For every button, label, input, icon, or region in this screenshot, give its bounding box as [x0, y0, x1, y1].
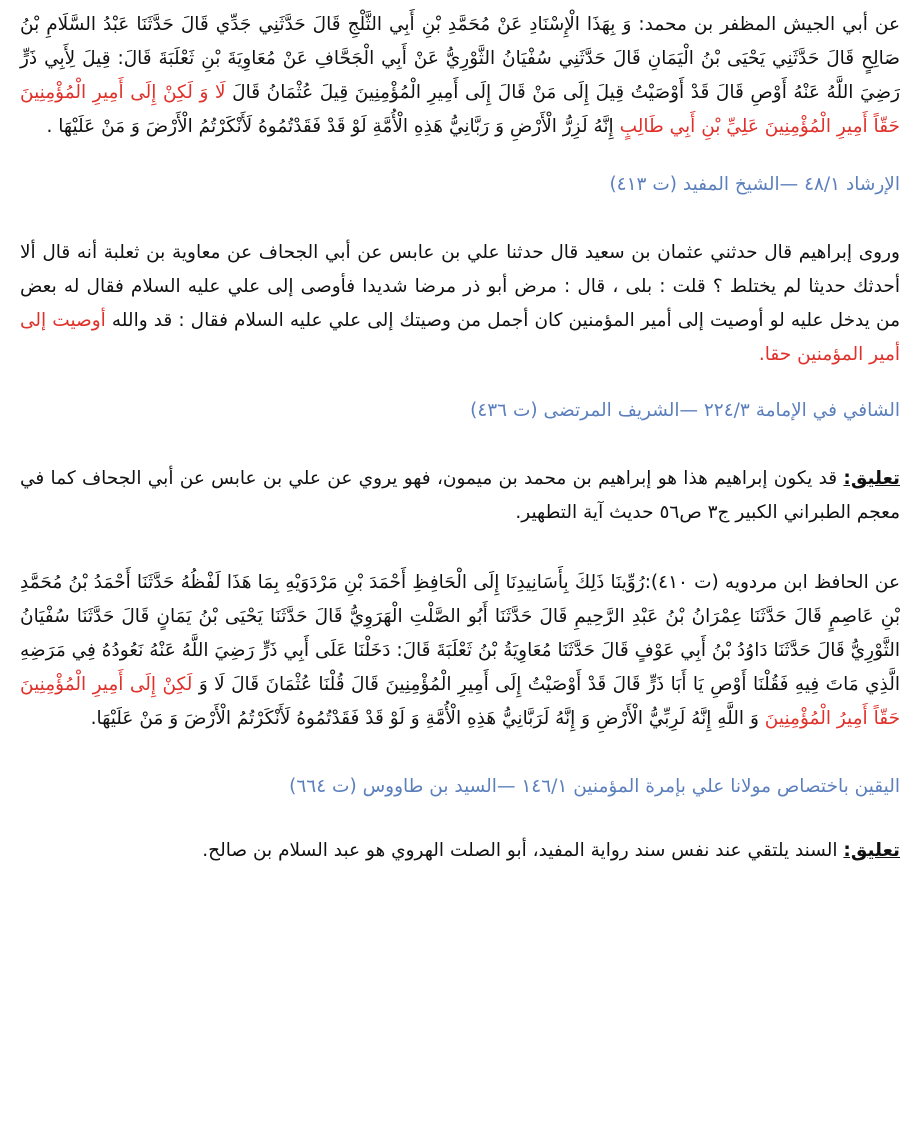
narration-ibn-mardawayh [20, 566, 900, 736]
narration-text: وَ اللَّهِ إِنَّهُ لَرِبِّيُّ الْأَرْضِ وَ إِنَّهُ لَرَبَّانِيُّ هَذِهِ الْأُمَّةِ وَ لَوْ قَدْ فَقَدْتُمُوهُ لَأَنْكَرْتُمُ الْأَرْضَ وَ مَنْ عَلَيْهَا. [90, 708, 759, 729]
highlighted-text: أوصيت إلى أمير المؤمنين حقا. [20, 310, 900, 365]
commentary-note [20, 462, 900, 530]
narration-text: عن الحافظ ابن مردويه (ت ٤١٠):رُوِّينَا ذَلِكَ بِأَسَانِيدِنَا إِلَى الْحَافِظِ أَحْمَدَ بْنِ مَرْدَوَيْهِ بِمَا هَذَا لَفْظُهُ حَدَّثَنَا أَحْمَدُ بْنُ مُحَمَّدِ بْنِ عَاصِمٍ قَالَ حَدَّثَنَا عِمْرَانُ بْنُ عَبْدِ الرَّحِيمِ قَالَ حَدَّثَنَا أَبُو الصَّلْتِ الْهَرَوِيُّ قَالَ حَدَّثَنَا يَحْيَى بْنُ يَمَانٍ قَالَ حَدَّثَنَا سُفْيَانُ الثَّوْرِيُّ قَالَ حَدَّثَنَا دَاوُدُ بْنُ أَبِي عَوْفٍ قَالَ حَدَّثَنَا مُعَاوِيَةُ بْنُ ثَعْلَبَةَ قَالَ: دَخَلْنَا عَلَى أَبِي ذَرٍّ رَضِيَ اللَّهُ عَنْهُ نَعُودُهُ فِي مَرَضِهِ الَّذِي مَاتَ فِيهِ فَقُلْنَا أَوْصِ يَا أَبَا ذَرٍّ قَالَ قَدْ أَوْصَيْتُ إِلَى أَمِيرِ الْمُؤْمِنِينَ قَالَ قُلْنَا عُثْمَانَ قَالَ لَا وَ [20, 572, 900, 695]
highlighted-text: لَكِنْ إِلَى أَمِيرِ الْمُؤْمِنِينَ حَقّاً أَمِيرُ الْمُؤْمِنِينَ [20, 674, 900, 729]
note-text: قد يكون إبراهيم هذا هو إبراهيم بن محمد بن ميمون، فهو يروي عن علي بن عابس عن أبي الجحاف كما في معجم الطبراني الكبير ج٣ ص٥٦ حديث آية التطهير. [20, 468, 900, 523]
source-citation: الشافي في الإمامة ٢٢٤/٣ —الشريف المرتضى (ت ٤٣٦) [470, 400, 900, 421]
source-citation: اليقين باختصاص مولانا علي بإمرة المؤمنين ١٤٦/١ —السيد بن طاووس (ت ٦٦٤) [289, 776, 900, 797]
highlighted-text: لَا وَ لَكِنْ إِلَى أَمِيرِ الْمُؤْمِنِينَ حَقّاً أَمِيرِ الْمُؤْمِنِينَ عَلِيِّ بْنِ أَبِي طَالِبٍ [20, 82, 900, 137]
note-label: تعليق: [843, 468, 900, 489]
narration-mufid [20, 8, 900, 144]
note-text: السند يلتقي عند نفس سند رواية المفيد، أبو الصلت الهروي هو عبد السلام بن صالح. [202, 840, 844, 861]
document-page [20, 8, 900, 868]
narration-text: عن أبي الجيش المظفر بن محمد: وَ بِهَذَا الْإِسْنَادِ عَنْ مُحَمَّدِ بْنِ أَبِي الثَّلْجِ قَالَ حَدَّثَنِي جَدِّي قَالَ حَدَّثَنَا عَبْدُ السَّلَامِ بْنُ صَالِحٍ قَالَ حَدَّثَنِي يَحْيَى بْنُ الْيَمَانِ قَالَ حَدَّثَنِي سُفْيَانُ الثَّوْرِيُّ عَنْ أَبِي الْجَحَّافِ عَنْ مُعَاوِيَةَ بْنِ ثَعْلَبَةَ قَالَ: قِيلَ لِأَبِي ذَرٍّ رَضِيَ اللَّهُ عَنْهُ أَوْصِ قَالَ قَدْ أَوْصَيْتُ قِيلَ إِلَى مَنْ قَالَ إِلَى أَمِيرِ الْمُؤْمِنِينَ قِيلَ عُثْمَانُ قَالَ [20, 14, 901, 103]
narration-text: إِنَّهُ لَزِرُّ الْأَرْضِ وَ رَبَّانِيُّ هَذِهِ الْأُمَّةِ لَوْ قَدْ فَقَدْتُمُوهُ لَأَنْكَرْتُمُ الْأَرْضَ وَ مَنْ عَلَيْهَا . [46, 116, 614, 137]
note-label: تعليق: [843, 840, 900, 861]
narration-text: وروى إبراهيم قال حدثني عثمان بن سعيد قال حدثنا علي بن عابس عن أبي الجحاف عن معاوية بن ثعلبة أنه قال ألا أحدثك حديثا لم يختلط ؟ قلت : بلى ، قال : مرض أبو ذر مرضا شديدا فأوصى إلى علي عليه السلام فقال له بعض من يدخل عليه لو أوصيت إلى أمير المؤمنين كان أجمل من وصيتك إلى علي عليه السلام فقال : قد والله [20, 242, 900, 331]
narration-murtada [20, 236, 900, 372]
commentary-note [20, 834, 900, 868]
source-citation: الإرشاد ٤٨/١ —الشيخ المفيد (ت ٤١٣) [609, 174, 900, 195]
